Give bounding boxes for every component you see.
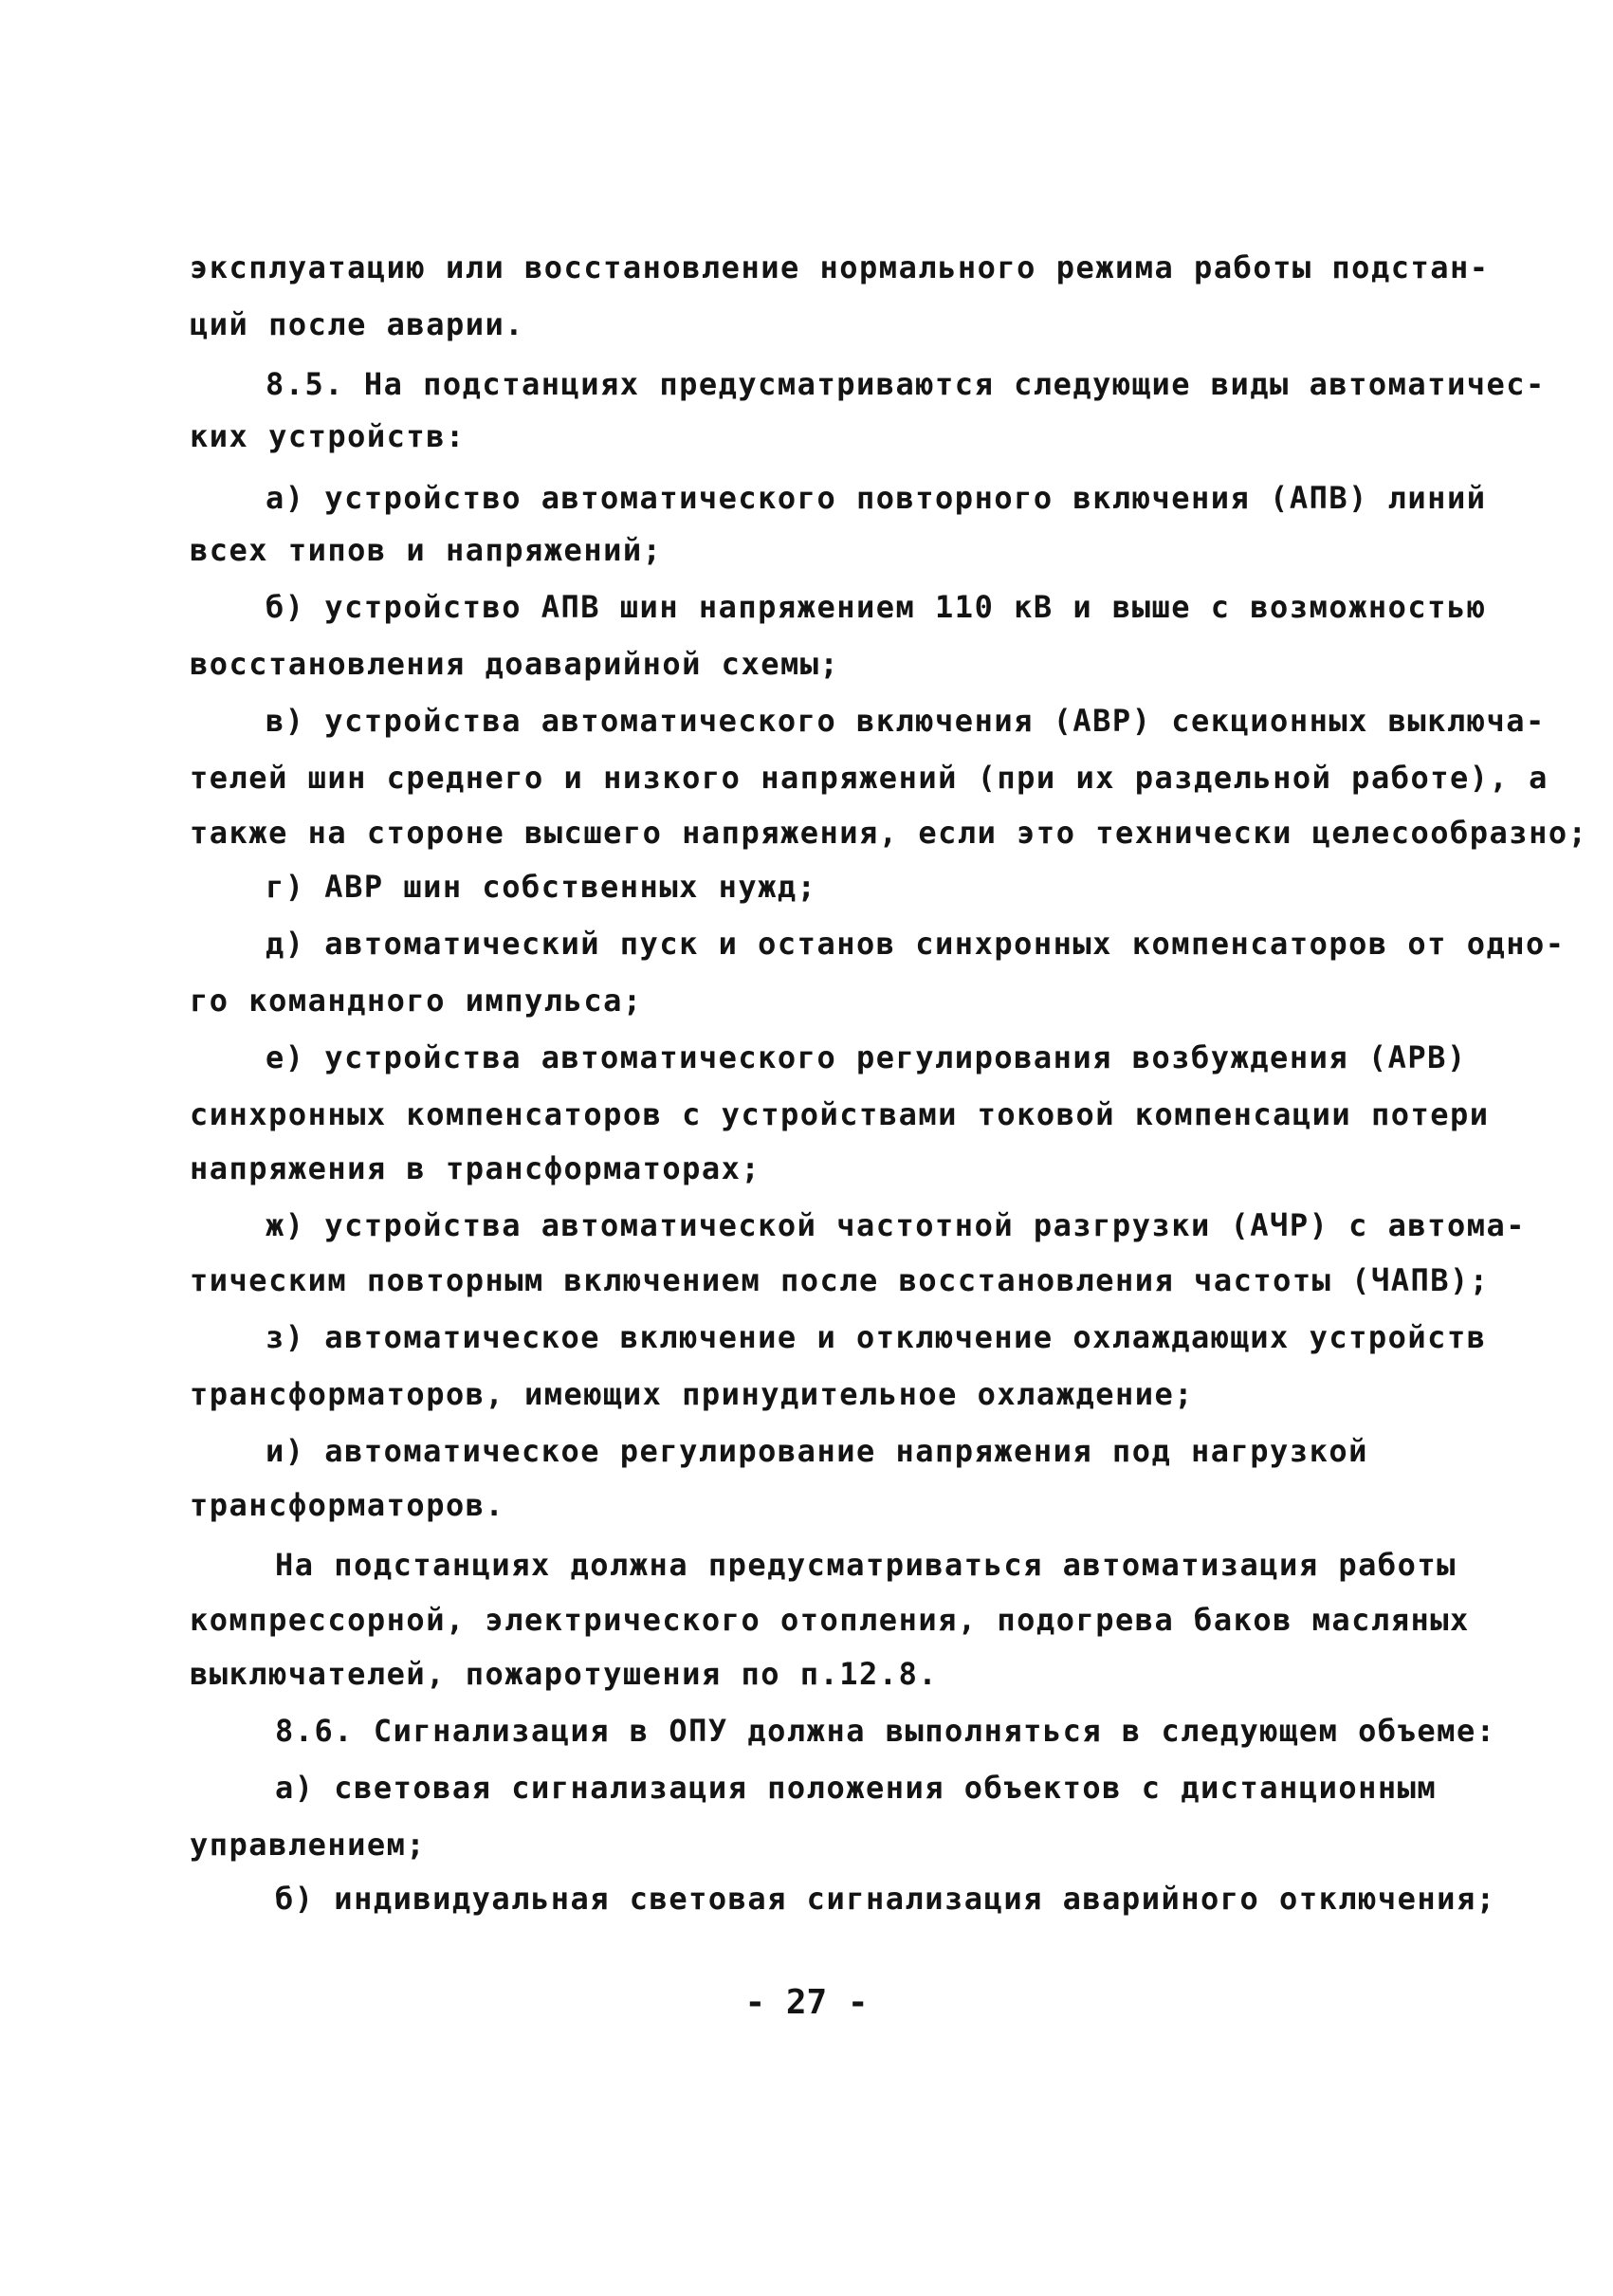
text-line: а) световая сигнализация положения объектов с дистанционным (275, 1770, 1438, 1806)
text-line: эксплуатацию или восстановление нормального режима работы подстан- (190, 249, 1490, 285)
page-number: - 27 - (744, 1983, 869, 2022)
text-line: б) индивидуальная световая сигнализация аварийного отключения; (275, 1881, 1496, 1917)
text-line: а) устройство автоматического повторного включения (АПВ) линий (266, 480, 1487, 516)
text-line: трансформаторов, имеющих принудительное охлаждение; (190, 1376, 1195, 1412)
text-line: На подстанциях должна предусматриваться автоматизация работы (275, 1547, 1457, 1583)
text-line: 8.5. На подстанциях предусматриваются следующие виды автоматичес- (266, 366, 1546, 402)
text-line: напряжения в трансформаторах; (190, 1150, 761, 1186)
text-line: ких устройств: (190, 418, 466, 454)
text-line: всех типов и напряжений; (190, 532, 663, 568)
text-line: восстановления доаварийной схемы; (190, 646, 840, 682)
text-line: и) автоматическое регулирование напряжения под нагрузкой (266, 1433, 1368, 1469)
text-line: го командного импульса; (190, 983, 643, 1019)
text-line: 8.6. Сигнализация в ОПУ должна выполняться в следующем объеме: (275, 1713, 1496, 1749)
text-line: также на стороне высшего напряжения, если это технически целесообразно; (190, 815, 1588, 851)
text-line: з) автоматическое включение и отключение охлаждающих устройств (266, 1319, 1487, 1355)
text-line: управлением; (190, 1827, 427, 1863)
text-line: б) устройство АПВ шин напряжением 110 кВ и выше с возможностью (266, 589, 1487, 625)
text-line: ций после аварии. (190, 306, 525, 342)
text-line: г) АВР шин собственных нужд; (266, 869, 817, 905)
text-line: е) устройства автоматического регулирования возбуждения (АРВ) (266, 1039, 1467, 1075)
text-line: в) устройства автоматического включения (АВР) секционных выключа- (266, 703, 1546, 739)
text-line: трансформаторов. (190, 1487, 505, 1523)
text-line: д) автоматический пуск и останов синхронных компенсаторов от одно- (266, 926, 1566, 962)
text-line: телей шин среднего и низкого напряжений (при их раздельной работе), а (190, 760, 1549, 796)
text-line: тическим повторным включением после восстановления частоты (ЧАПВ); (190, 1262, 1490, 1298)
text-line: ж) устройства автоматической частотной разгрузки (АЧР) с автома- (266, 1207, 1526, 1243)
text-line: выключателей, пожаротушения по п.12.8. (190, 1656, 939, 1692)
text-line: синхронных компенсаторов с устройствами токовой компенсации потери (190, 1096, 1490, 1132)
text-line: компрессорной, электрического отопления, подогрева баков масляных (190, 1602, 1470, 1638)
